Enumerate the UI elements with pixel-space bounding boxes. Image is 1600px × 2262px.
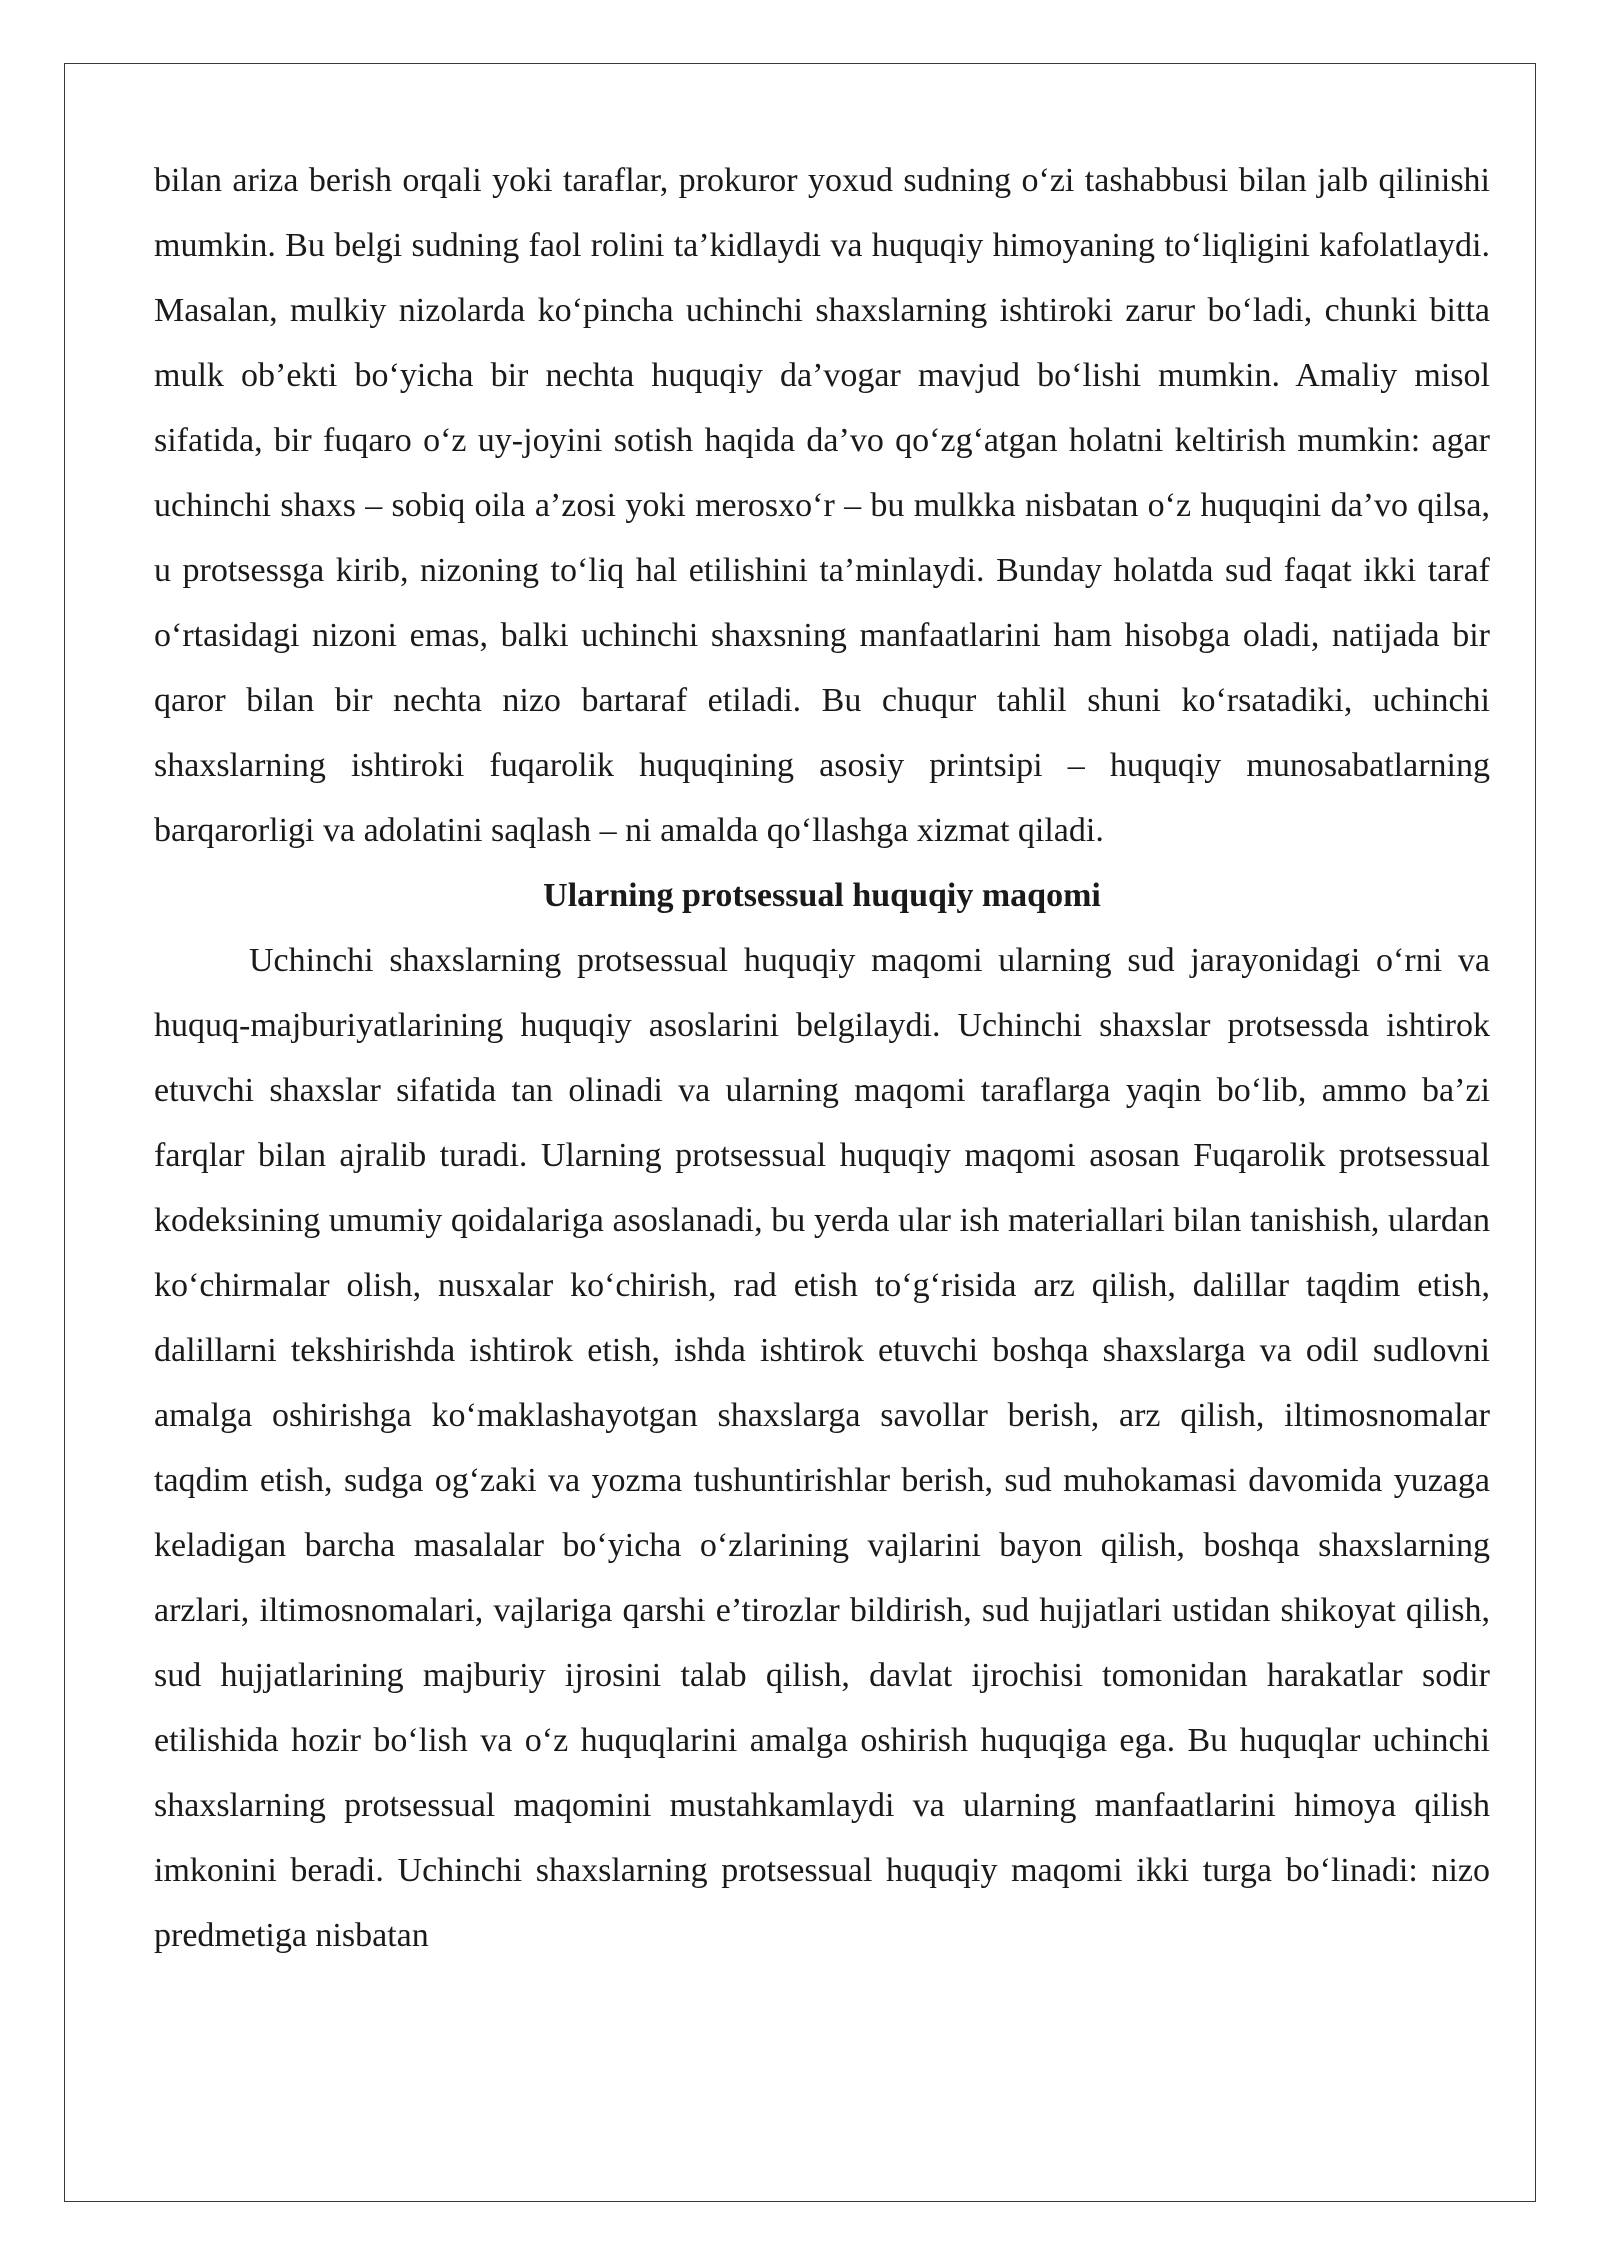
section-heading: Ularning protsessual huquqiy maqomi — [543, 877, 1101, 914]
document-body — [154, 148, 1490, 1968]
body-paragraph-continued: bilan ariza berish orqali yoki taraflar, prokuror yoxud sudning o‘zi tashabbusi bilan jalb qilinishi mumkin. Bu belgi sudning faol rolini ta’kidlaydi va huquqiy himoyaning to‘liqligini kafolatlaydi. Masalan, mulkiy nizolarda ko‘pincha uchinchi shaxslarning ishtiroki zarur bo‘ladi, chunki bitta mulk ob’ekti bo‘yicha bir nechta huquqiy da’vogar mavjud bo‘lishi mumkin. Amaliy misol sifatida, bir fuqaro o‘z uy-joyini sotish haqida da’vo qo‘zg‘atgan holatni keltirish mumkin: agar uchinchi shaxs – sobiq oila a’zosi yoki merosxo‘r – bu mulkka nisbatan o‘z huquqini da’vo qilsa, u protsessga kirib, nizoning to‘liq hal etilishini ta’minlaydi. Bunday holatda sud faqat ikki taraf o‘rtasidagi nizoni emas, balki uchinchi shaxsning manfaatlarini ham hisobga oladi, natijada bir qaror bilan bir nechta nizo bartaraf etiladi. Bu chuqur tahlil shuni ko‘rsatadiki, uchinchi shaxslarning ishtiroki fuqarolik huquqining asosiy printsipi – huquqiy munosabatlarning barqarorligi va adolatini saqlash – ni amalda qo‘llashga xizmat qiladi. — [154, 162, 1490, 849]
body-paragraph: Uchinchi shaxslarning protsessual huquqiy maqomi ularning sud jarayonidagi o‘rni va huquq-majburiyatlarining huquqiy asoslarini belgilaydi. Uchinchi shaxslar protsessda ishtirok etuvchi shaxslar sifatida tan olinadi va ularning maqomi taraflarga yaqin bo‘lib, ammo ba’zi farqlar bilan ajralib turadi. Ularning protsessual huquqiy maqomi asosan Fuqarolik protsessual kodeksining umumiy qoidalariga asoslanadi, bu yerda ular ish materiallari bilan tanishish, ulardan ko‘chirmalar olish, nusxalar ko‘chirish, rad etish to‘g‘risida arz qilish, dalillar taqdim etish, dalillarni tekshirishda ishtirok etish, ishda ishtirok etuvchi boshqa shaxslarga va odil sudlovni amalga oshirishga ko‘maklashayotgan shaxslarga savollar berish, arz qilish, iltimosnomalar taqdim etish, sudga og‘zaki va yozma tushuntirishlar berish, sud muhokamasi davomida yuzaga keladigan barcha masalalar bo‘yicha o‘zlarining vajlarini bayon qilish, boshqa shaxslarning arzlari, iltimosnomalari, vajlariga qarshi e’tirozlar bildirish, sud hujjatlari ustidan shikoyat qilish, sud hujjatlarining majburiy ijrosini talab qilish, davlat ijrochisi tomonidan harakatlar sodir etilishida hozir bo‘lish va o‘z huquqlarini amalga oshirish huquqiga ega. Bu huquqlar uchinchi shaxslarning protsessual maqomini mustahkamlaydi va ularning manfaatlarini himoya qilish imkonini beradi. Uchinchi shaxslarning protsessual huquqiy maqomi ikki turga bo‘linadi: nizo predmetiga nisbatan — [154, 942, 1490, 1954]
